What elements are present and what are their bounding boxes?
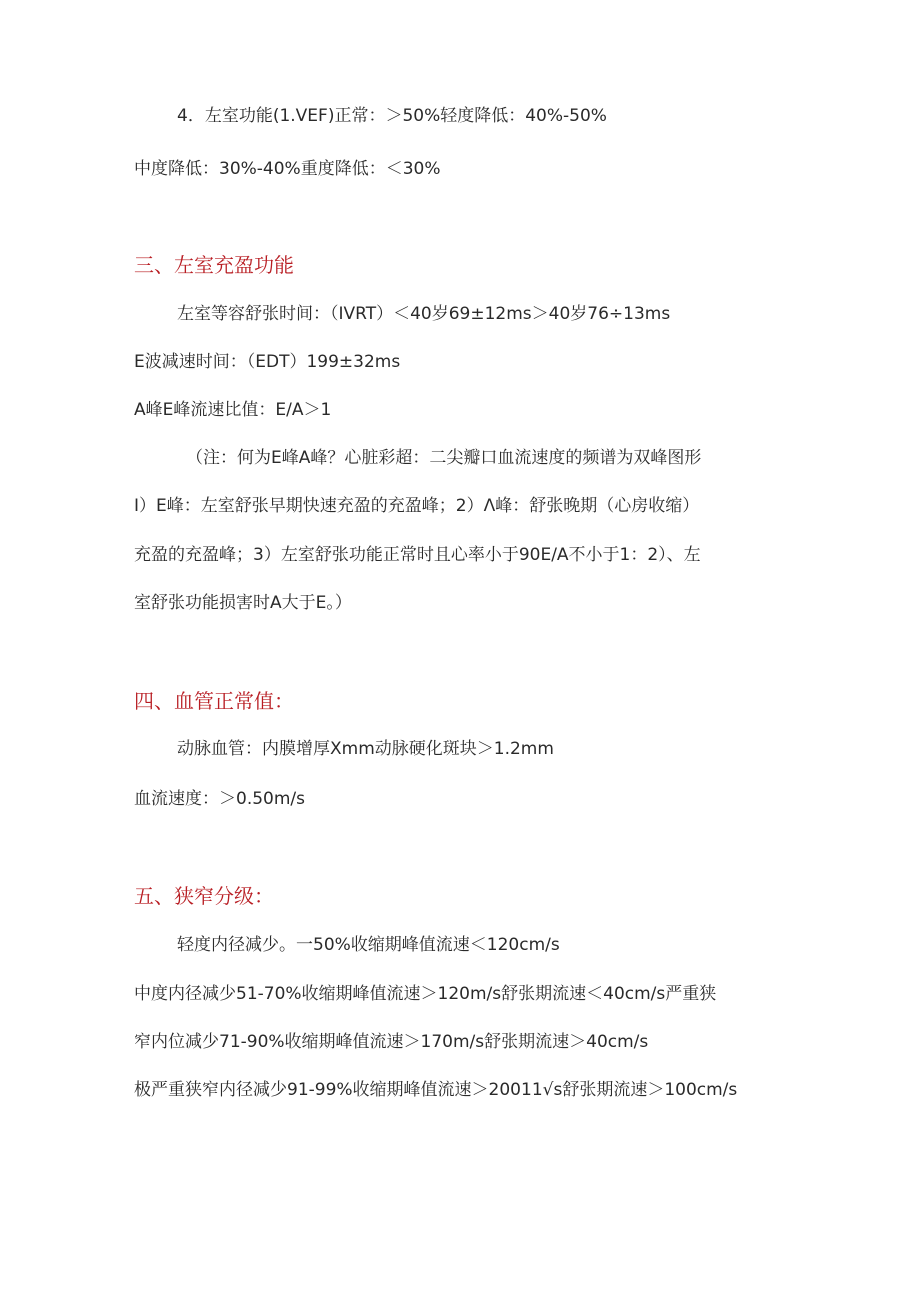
edt-line: E波减速时间：（EDT）199±32ms [134,352,401,372]
lvef-line-2: 中度降低：30%-40%重度降低：＜30% [134,159,441,179]
ivrt-line: 左室等容舒张时间：（IVRT）＜40岁69±12ms＞40岁76÷13ms [177,304,671,324]
ea-ratio-line: A峰E峰流速比值：E/A＞1 [134,400,332,420]
artery-line: 动脉血管：内膜增厚Xmm动脉硬化斑块＞1.2mm [177,739,554,759]
flow-speed-line: 血流速度：＞0.50m∕s [134,789,305,809]
section-3-heading: 三、左室充盈功能 [134,253,294,277]
section-4-heading: 四、血管正常值： [134,689,294,713]
section-5-heading: 五、狭窄分级： [134,884,274,908]
lvef-line-1: 4．左室功能(1.VEF)正常：＞50%轻度降低：40%-50% [177,106,607,126]
note-line-4: 室舒张功能损害时A大于E。） [134,593,352,613]
note-line-2: I）E峰：左室舒张早期快速充盈的充盈峰；2）Λ峰：舒张晚期（心房收缩） [134,496,700,516]
extreme-stenosis-line: 极严重狭窄内径减少91-99%收缩期峰值流速＞20011√s舒张期流速＞100cm/s [134,1080,738,1100]
moderate-stenosis-line: 中度内径减少51-70%收缩期峰值流速＞120m∕s舒张期流速＜40cm/s严重狭 [134,984,717,1004]
note-line-3: 充盈的充盈峰；3）左室舒张功能正常时且心率小于90E/A不小于1：2）、左 [134,545,701,565]
note-line-1: （注：何为E峰A峰？心脏彩超：二尖瓣口血流速度的频谱为双峰图形 [186,448,702,468]
mild-stenosis-line: 轻度内径减少。一50%收缩期峰值流速＜120cm∕s [177,935,560,955]
severe-stenosis-line: 窄内位减少71-90%收缩期峰值流速＞170m∕s舒张期流速＞40cm/s [134,1032,649,1052]
